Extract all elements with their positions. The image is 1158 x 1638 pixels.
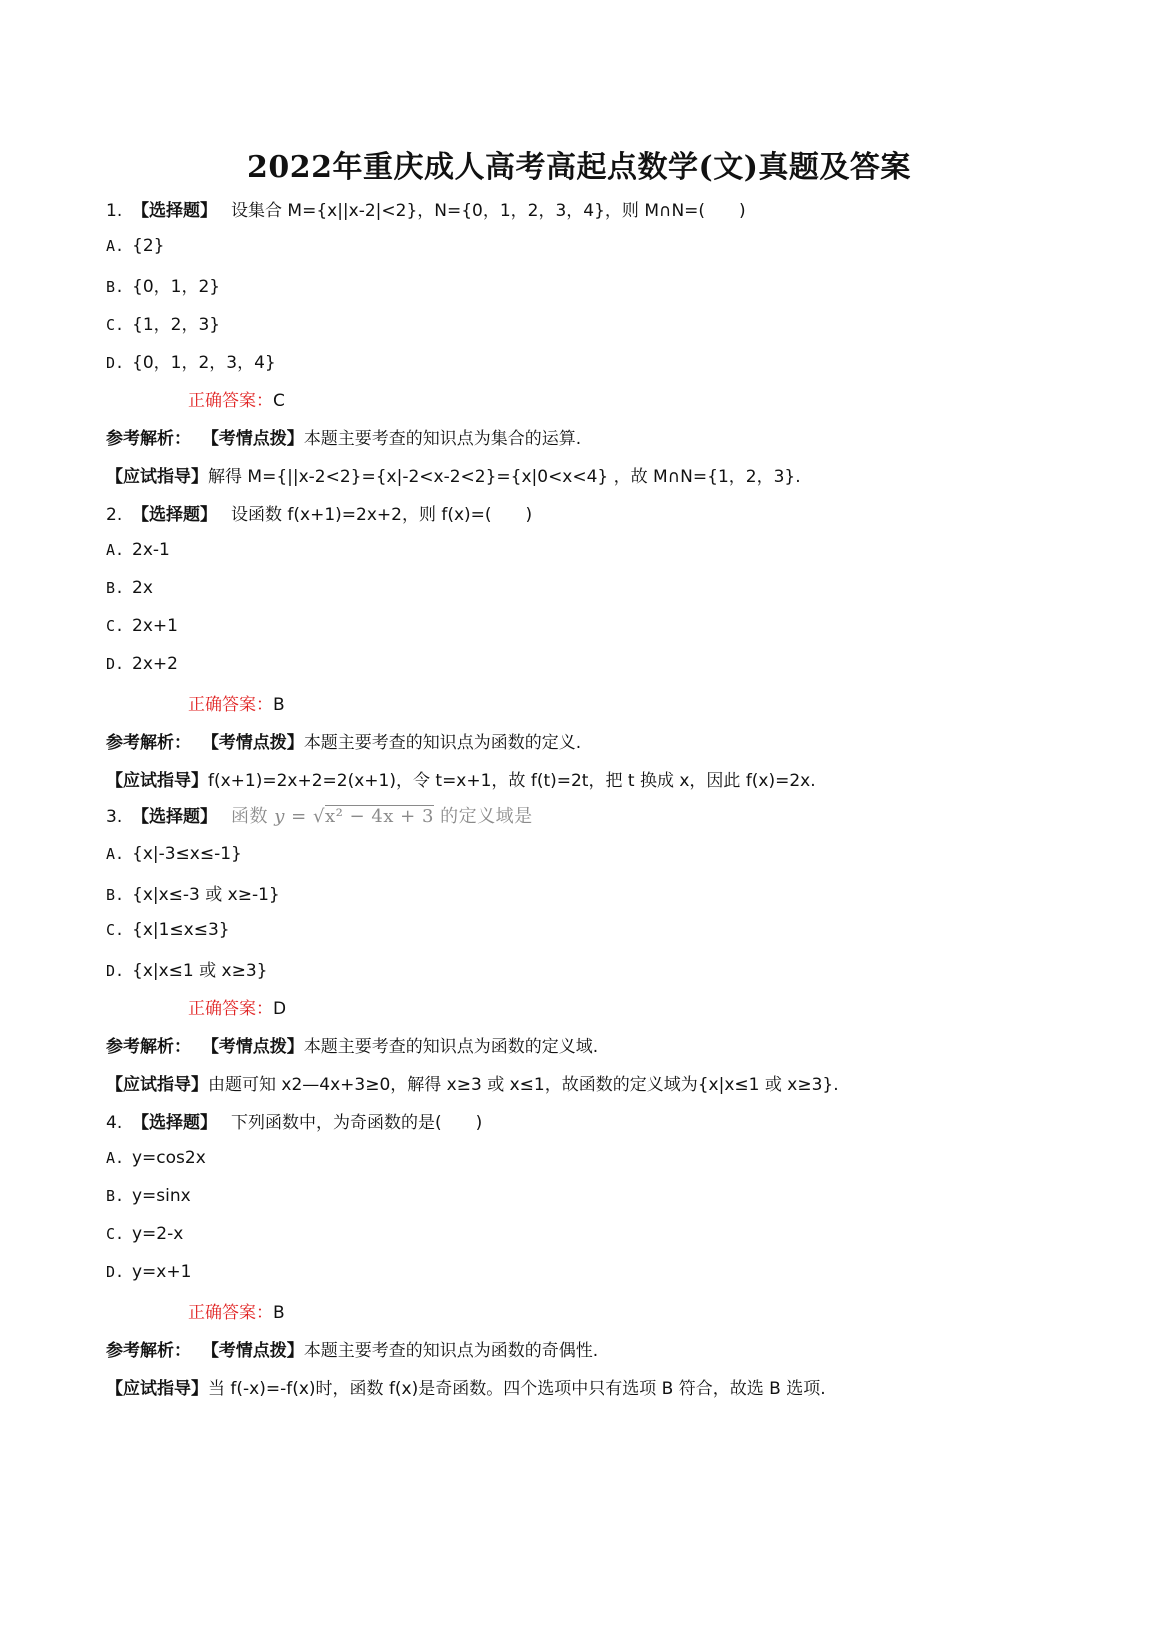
option-b: B. {x|x≤-3 或 x≥-1}: [106, 885, 280, 905]
question-formula-image: 函数 y = √x² − 4x + 3 的定义域是: [231, 806, 533, 827]
correct-answer: 正确答案：B: [188, 695, 285, 715]
option-c: C. y=2-x: [106, 1224, 184, 1244]
question-text: 设集合 M={x||x-2|<2}，N={0，1，2，3，4}，则 M∩N=( ): [231, 201, 746, 221]
correct-answer: 正确答案：D: [188, 999, 287, 1019]
question-text: 下列函数中，为奇函数的是( ): [231, 1113, 483, 1133]
question-4: [106, 1108, 482, 1133]
exam-guide: 【应试指导】解得 M={||x-2<2}={x|-2<x-2<2}={x|0<x<4} ，故 M∩N={1，2，3}.: [106, 467, 801, 487]
question-number: 1.: [106, 201, 123, 221]
option-a: A. {2}: [106, 236, 165, 256]
option-c: C. 2x+1: [106, 616, 178, 636]
question-type-tag: 【选择题】: [132, 1113, 217, 1133]
exam-guide: 【应试指导】由题可知 x2—4x+3≥0，解得 x≥3 或 x≤1，故函数的定义域为{x|x≤1 或 x≥3}.: [106, 1075, 839, 1095]
question-2: [106, 500, 532, 525]
exam-guide: 【应试指导】f(x+1)=2x+2=2(x+1)，令 t=x+1，故 f(t)=2t，把 t 换成 x，因此 f(x)=2x.: [106, 771, 816, 791]
analysis: 参考解析： 【考情点拨】本题主要考查的知识点为函数的定义.: [106, 733, 582, 753]
option-b: B. y=sinx: [106, 1186, 191, 1206]
option-c: C. {1，2，3}: [106, 315, 221, 335]
sqrt-symbol: √: [312, 806, 325, 827]
question-type-tag: 【选择题】: [132, 505, 217, 525]
option-d: D. 2x+2: [106, 654, 178, 674]
option-a: A. y=cos2x: [106, 1148, 206, 1168]
option-c: C. {x|1≤x≤3}: [106, 920, 230, 940]
question-3: [106, 802, 533, 828]
question-type-tag: 【选择题】: [132, 201, 217, 221]
question-number: 4.: [106, 1113, 123, 1133]
option-d: D. {0，1，2，3，4}: [106, 353, 276, 373]
option-a: A. {x|-3≤x≤-1}: [106, 844, 242, 864]
exam-guide: 【应试指导】当 f(-x)=-f(x)时，函数 f(x)是奇函数。四个选项中只有选项 B 符合，故选 B 选项.: [106, 1379, 826, 1399]
option-d: D. y=x+1: [106, 1262, 192, 1282]
option-a: A. 2x-1: [106, 540, 170, 560]
option-b: B. 2x: [106, 578, 153, 598]
analysis: 参考解析： 【考情点拨】本题主要考查的知识点为集合的运算.: [106, 429, 582, 449]
question-1: [106, 196, 746, 221]
question-number: 2.: [106, 505, 123, 525]
analysis: 参考解析： 【考情点拨】本题主要考查的知识点为函数的定义域.: [106, 1037, 599, 1057]
page-title: 2022年重庆成人高考高起点数学(文)真题及答案: [247, 150, 911, 185]
option-b: B. {0，1，2}: [106, 277, 221, 297]
option-d: D. {x|x≤1 或 x≥3}: [106, 961, 268, 981]
correct-answer: 正确答案：C: [188, 391, 285, 411]
question-type-tag: 【选择题】: [132, 807, 217, 827]
question-number: 3.: [106, 807, 123, 827]
correct-answer: 正确答案：B: [188, 1303, 285, 1323]
analysis: 参考解析： 【考情点拨】本题主要考查的知识点为函数的奇偶性.: [106, 1341, 599, 1361]
question-text: 设函数 f(x+1)=2x+2，则 f(x)=( ): [231, 505, 533, 525]
